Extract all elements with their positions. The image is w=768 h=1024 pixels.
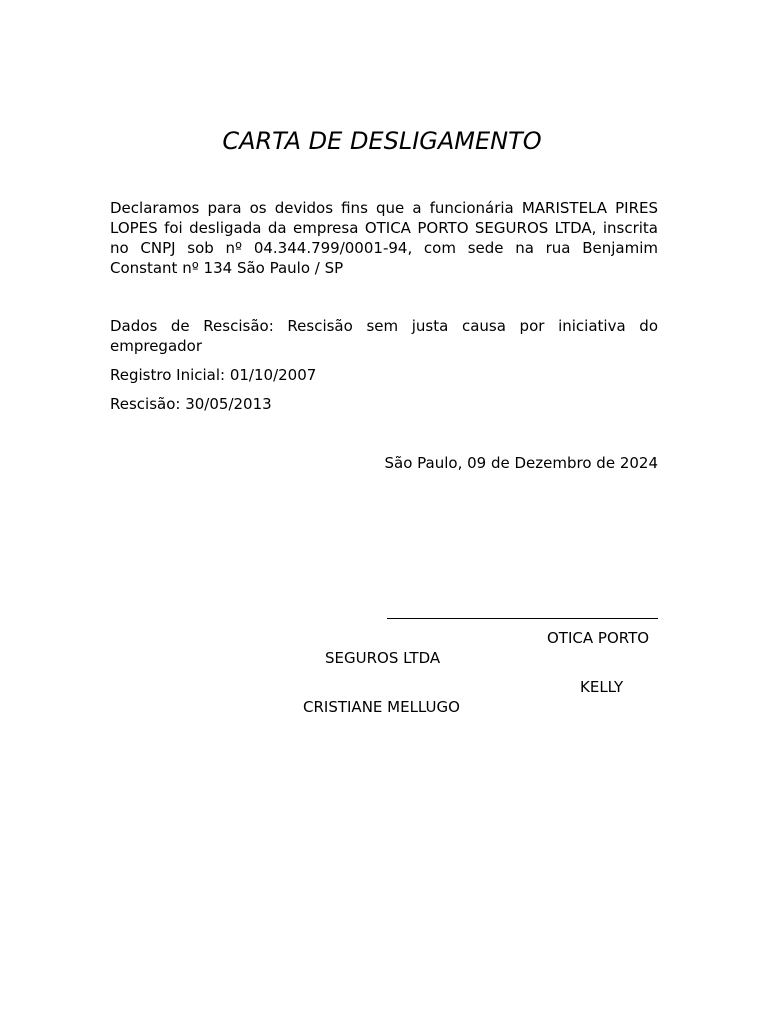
signature-name-line-2: CRISTIANE MELLUGO: [303, 698, 460, 716]
signature-company-line-2: SEGUROS LTDA: [325, 649, 441, 667]
signature-line: [387, 618, 658, 619]
signature-company-line-1: OTICA PORTO: [547, 629, 650, 647]
signature-name-line-1: KELLY: [580, 678, 624, 696]
dismissal-details: Dados de Rescisão: Rescisão sem justa causa por iniciativa do empregador: [110, 317, 658, 355]
document-title: CARTA DE DESLIGAMENTO: [222, 127, 542, 155]
initial-registration-date: Registro Inicial: 01/10/2007: [110, 366, 317, 384]
intro-paragraph: Declaramos para os devidos fins que a funcionária MARISTELA PIRES LOPES foi desligada da empresa OTICA PORTO SEGUROS LTDA, inscrita no CNPJ sob nº 04.344.799/0001-94, com sede na rua Benjamim Constant nº 134 São Paulo / SP: [110, 199, 658, 277]
termination-date: Rescisão: 30/05/2013: [110, 395, 272, 413]
place-and-date: São Paulo, 09 de Dezembro de 2024: [384, 454, 658, 472]
